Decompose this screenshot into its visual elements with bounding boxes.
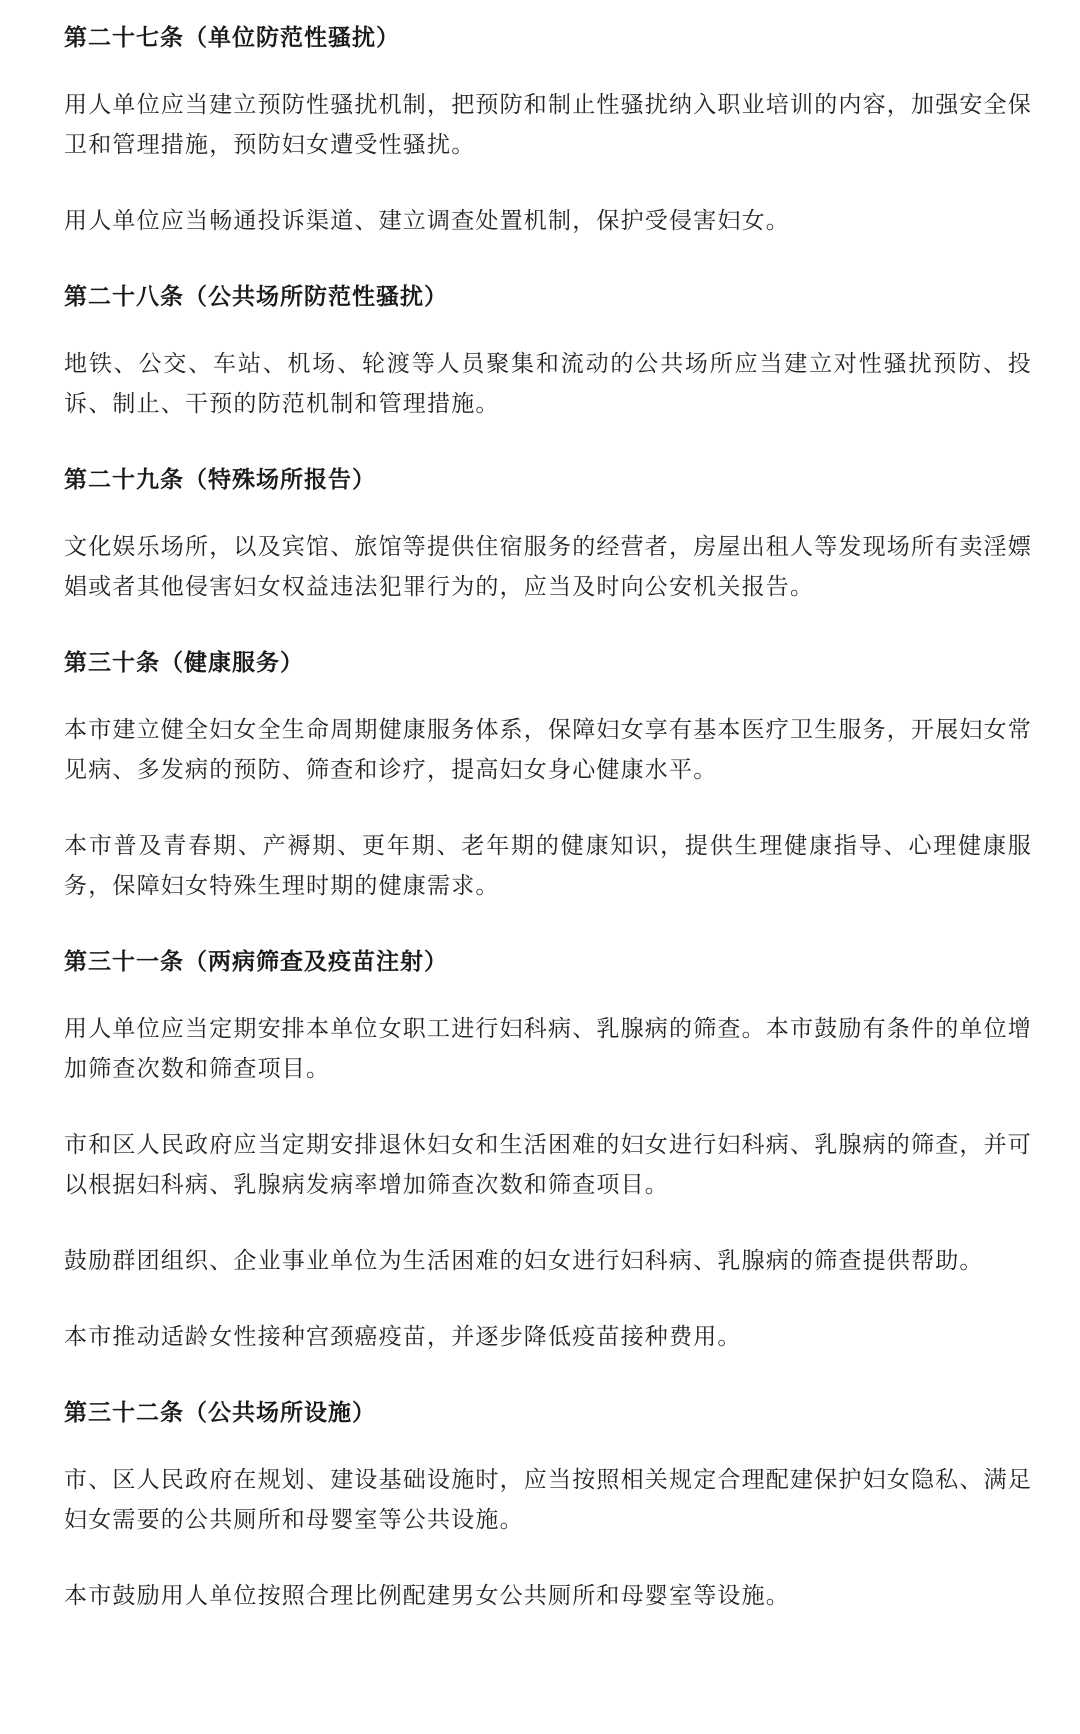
article-32 — [64, 1393, 1032, 1616]
article-heading: 第二十八条（公共场所防范性骚扰） — [64, 284, 448, 310]
article-paragraph: 本市鼓励用人单位按照合理比例配建男女公共厕所和母婴室等设施。 — [64, 1583, 790, 1609]
article-paragraph: 用人单位应当定期安排本单位女职工进行妇科病、乳腺病的筛查。本市鼓励有条件的单位增加筛查次数和筛查项目。 — [64, 1016, 1032, 1082]
article-27 — [64, 18, 1032, 241]
article-heading: 第三十一条（两病筛查及疫苗注射） — [64, 949, 448, 975]
article-paragraph: 用人单位应当建立预防性骚扰机制，把预防和制止性骚扰纳入职业培训的内容，加强安全保卫和管理措施，预防妇女遭受性骚扰。 — [64, 92, 1032, 158]
article-heading: 第三十条（健康服务） — [64, 650, 304, 676]
article-paragraph: 市和区人民政府应当定期安排退休妇女和生活困难的妇女进行妇科病、乳腺病的筛查，并可以根据妇科病、乳腺病发病率增加筛查次数和筛查项目。 — [64, 1132, 1032, 1198]
article-paragraph: 用人单位应当畅通投诉渠道、建立调查处置机制，保护受侵害妇女。 — [64, 208, 790, 234]
article-30 — [64, 643, 1032, 906]
article-heading: 第三十二条（公共场所设施） — [64, 1400, 376, 1426]
article-heading: 第二十九条（特殊场所报告） — [64, 467, 376, 493]
article-paragraph: 地铁、公交、车站、机场、轮渡等人员聚集和流动的公共场所应当建立对性骚扰预防、投诉、制止、干预的防范机制和管理措施。 — [64, 351, 1032, 417]
article-paragraph: 鼓励群团组织、企业事业单位为生活困难的妇女进行妇科病、乳腺病的筛查提供帮助。 — [64, 1248, 984, 1274]
article-paragraph: 本市建立健全妇女全生命周期健康服务体系，保障妇女享有基本医疗卫生服务，开展妇女常见病、多发病的预防、筛查和诊疗，提高妇女身心健康水平。 — [64, 717, 1032, 783]
article-heading: 第二十七条（单位防范性骚扰） — [64, 25, 400, 51]
article-29 — [64, 460, 1032, 607]
article-paragraph: 本市推动适龄女性接种宫颈癌疫苗，并逐步降低疫苗接种费用。 — [64, 1324, 742, 1350]
article-paragraph: 本市普及青春期、产褥期、更年期、老年期的健康知识，提供生理健康指导、心理健康服务，保障妇女特殊生理时期的健康需求。 — [64, 833, 1032, 899]
article-paragraph: 市、区人民政府在规划、建设基础设施时，应当按照相关规定合理配建保护妇女隐私、满足妇女需要的公共厕所和母婴室等公共设施。 — [64, 1467, 1032, 1533]
article-28 — [64, 277, 1032, 424]
article-31 — [64, 942, 1032, 1357]
article-paragraph: 文化娱乐场所，以及宾馆、旅馆等提供住宿服务的经营者，房屋出租人等发现场所有卖淫嫖娼或者其他侵害妇女权益违法犯罪行为的，应当及时向公安机关报告。 — [64, 534, 1032, 600]
